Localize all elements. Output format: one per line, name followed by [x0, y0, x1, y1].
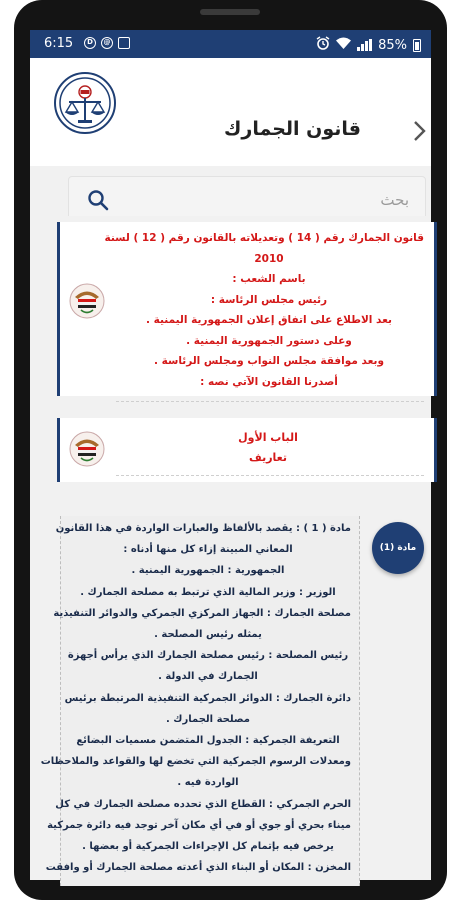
status-time: 6:15 — [44, 36, 74, 51]
article-line: ميناء بحري أو جوي أو في أي مكان آخر توجد فيه دائرة جمركية — [47, 819, 351, 831]
article-line: المعاني المبينة إزاء كل منها أدناه : — [123, 544, 293, 556]
intro-line: بعد الاطلاع على اتفاق إعلان الجمهورية اليمنية . — [145, 314, 392, 326]
status-bar — [30, 30, 431, 58]
notification-icons — [84, 37, 130, 49]
at-sign-icon: @ — [101, 37, 113, 49]
article-line: مادة ( 1 ) : يقصد بالألفاظ والعبارات الواردة في هذا القانون — [55, 523, 351, 534]
android-debug-icon — [118, 37, 130, 49]
chapter-subtitle: تعاريف — [248, 451, 288, 464]
page-title: قانون الجمارك — [223, 118, 361, 140]
alarm-icon — [316, 36, 330, 54]
wifi-icon — [336, 37, 351, 53]
article-line: الحرم الجمركي : القطاع الذي تحدده مصلحة الجمارك في كل — [55, 798, 351, 810]
battery-percent: 85% — [378, 37, 407, 53]
article-line: رئيس المصلحة : رئيس مصلحة الجمارك الذي يرأس أجهزة — [67, 650, 349, 662]
card-divider — [116, 475, 424, 476]
article-lines — [40, 518, 351, 878]
law-intro-card[interactable] — [57, 222, 437, 396]
article-line: المخزن : المكان أو البناء الذي أعدته مصلحة الجمارك أو وافقت — [45, 862, 351, 874]
intro-line: وعلى دستور الجمهورية اليمنية . — [186, 334, 352, 347]
intro-line: 2010 — [254, 252, 284, 265]
search-input[interactable] — [129, 187, 409, 213]
app-header — [30, 58, 431, 166]
article-number-badge[interactable]: مادة (1) — [372, 522, 424, 574]
battery-icon — [413, 39, 421, 52]
data-saver-icon: D — [84, 37, 96, 49]
article-line: الواردة فيه . — [177, 777, 239, 789]
article-line: مصلحة الجمارك . — [166, 713, 250, 725]
chapter-heading — [116, 428, 420, 468]
article-line: دائرة الجمارك : الدوائر الجمركية التنفيذية المرتبطة برئيس — [64, 692, 351, 704]
article-line: يمثله رئيس المصلحة . — [154, 629, 262, 641]
scales-of-justice-logo — [54, 72, 116, 134]
signal-icon — [357, 39, 372, 51]
article-line: ومعدلات الرسوم الجمركية التي تخضع لها والقواعد والملاحظات — [40, 756, 351, 768]
article-line: الجمهورية : الجمهورية اليمنية . — [131, 565, 285, 577]
article-line: التعريفة الجمركية : الجدول المتضمن مسميات البضائع — [76, 735, 340, 747]
yemen-emblem-icon — [68, 430, 106, 468]
search-icon[interactable] — [87, 189, 109, 211]
back-chevron-icon[interactable] — [413, 120, 427, 148]
intro-line: باسم الشعب : — [232, 273, 306, 285]
yemen-emblem-icon — [68, 282, 106, 320]
law-content — [30, 216, 431, 880]
article-line: الوزير : وزير المالية الذي ترتبط به مصلحة الجمارك . — [80, 586, 336, 598]
article-line: مصلحة الجمارك : الجهاز المركزي الجمركي والدوائر التنفيذية — [53, 607, 351, 619]
phone-frame — [14, 0, 447, 900]
intro-line: قانون الجمارك رقم ( 14 ) وتعديلاته بالقانون رقم ( 12 ) لسنة — [104, 232, 424, 244]
intro-line: أصدرنا القانون الآتي نصه : — [200, 375, 338, 388]
intro-line: رئيس مجلس الرئاسة : — [210, 293, 328, 306]
card-divider — [116, 401, 424, 402]
intro-line: وبعد موافقة مجلس النواب ومجلس الرئاسة . — [153, 355, 384, 367]
article-text-block[interactable] — [40, 516, 360, 886]
intro-text-lines — [104, 228, 424, 392]
chapter-card[interactable] — [57, 418, 437, 482]
chapter-title: الباب الأول — [238, 431, 298, 444]
system-icons — [316, 36, 421, 54]
article-line: الجمارك في الدولة . — [158, 671, 258, 683]
app-screen — [30, 30, 431, 880]
article-line: يرخص فيه بإتمام كل الإجراءات الجمركية أو بعضها . — [82, 841, 334, 853]
speaker-grille — [200, 9, 260, 15]
